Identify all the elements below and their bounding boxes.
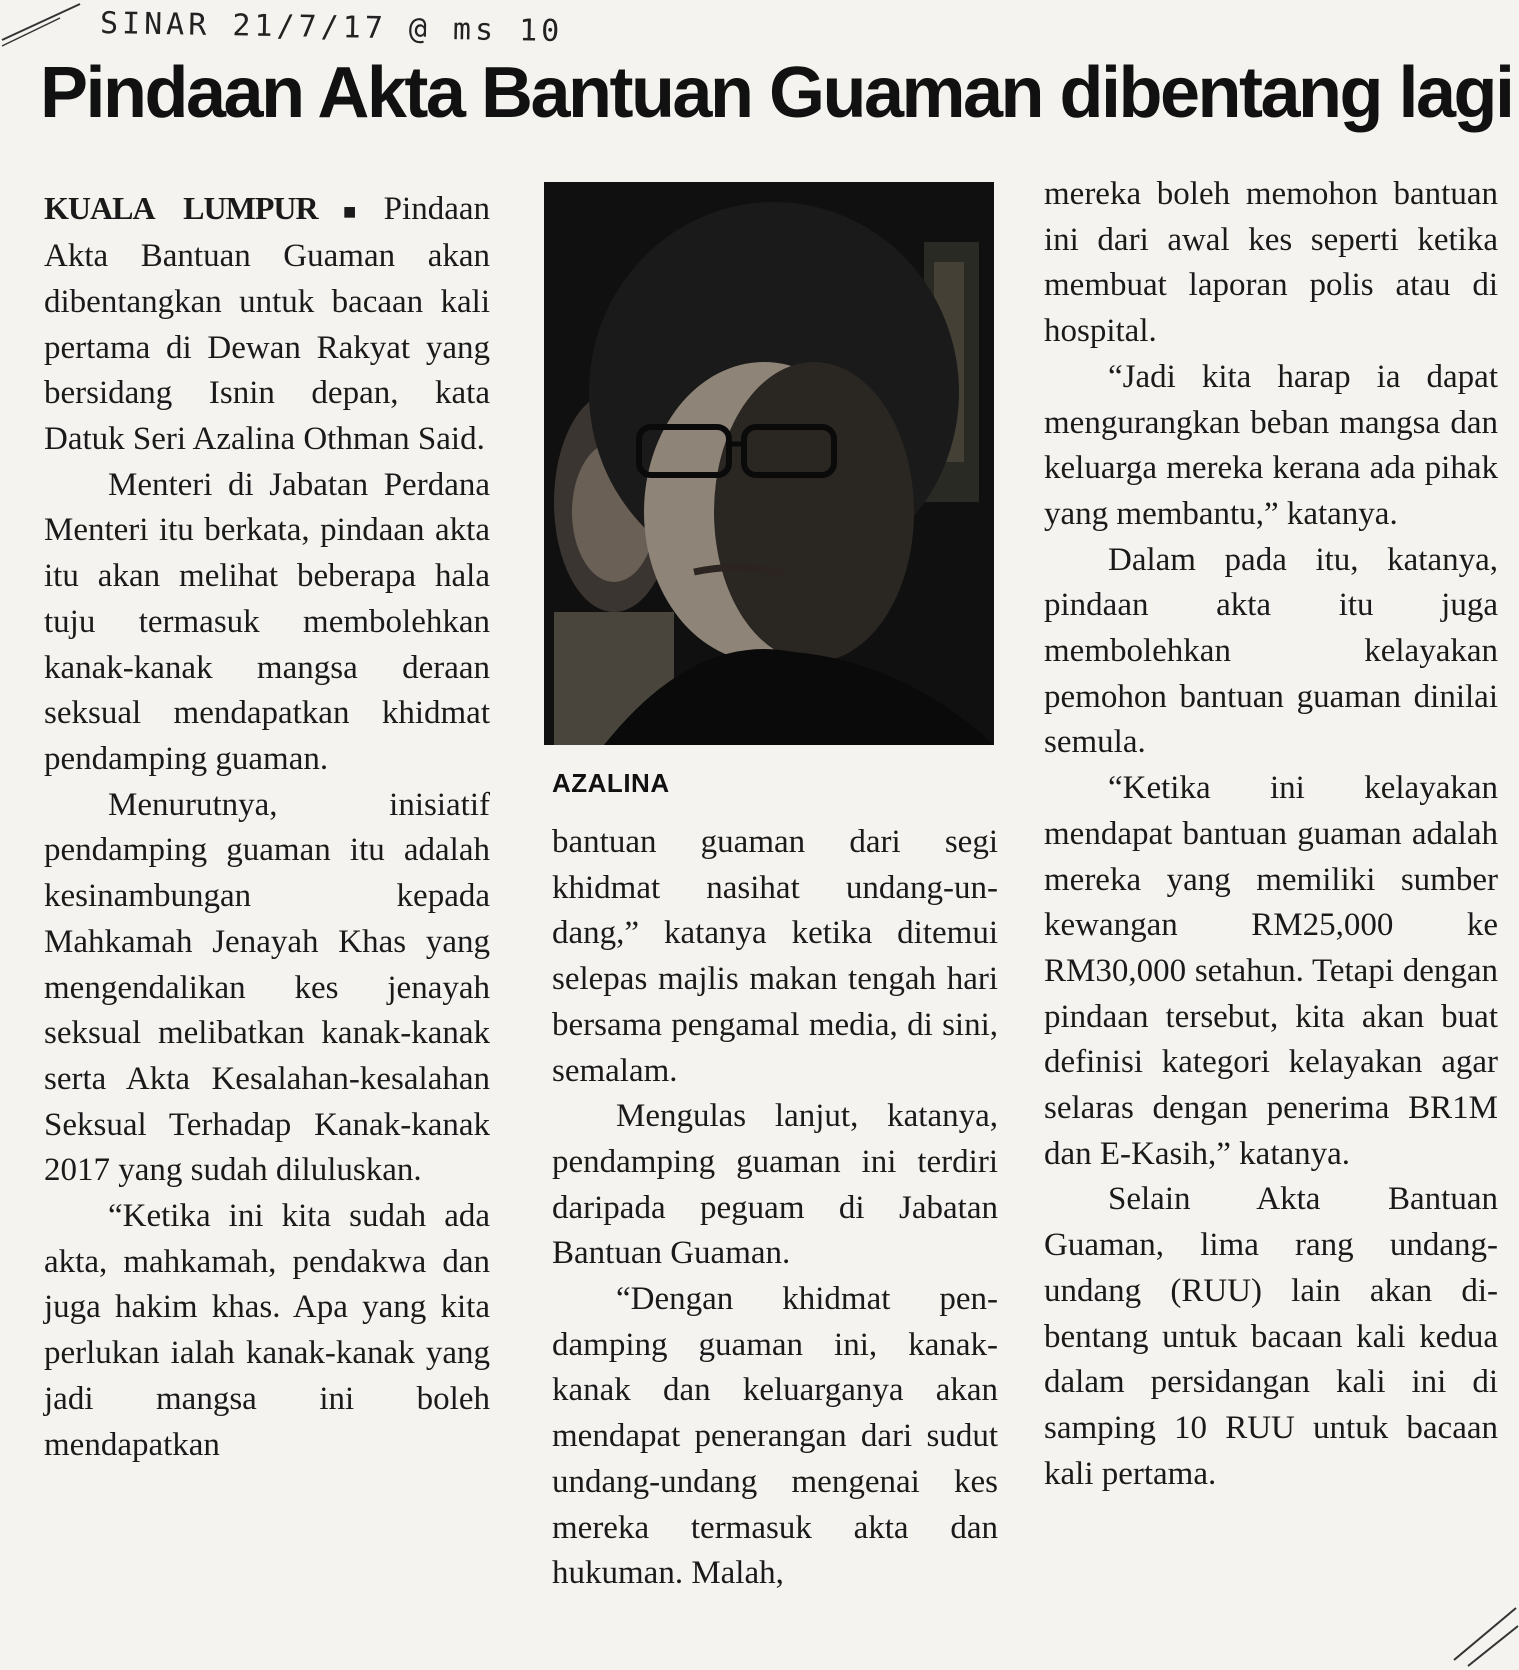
article-paragraph: bantuan guaman dari segi khidmat nasihat undang-undang,” katanya ketika ditemui selepas majlis makan tengah hari bersama pengamal media, di sini, semalam. — [552, 824, 998, 1089]
handwritten-note: SINAR 21/7/17 @ ms 10 — [99, 5, 564, 50]
dateline: KUALA LUMPUR — [44, 190, 318, 226]
article-paragraph: “Jadi kita harap ia dapat mengurangkan beban mangsa dan keluarga mereka kerana ada pihak yang membantu,” katanya. — [1044, 358, 1498, 532]
article-paragraph: “Ketika ini kita sudah ada akta, mahkamah, pendakwa dan juga hakim khas. Apa yang kita perlukan ialah kanak-kanak yang jadi mangsa ini boleh mendapatkan — [44, 1198, 490, 1463]
article-column-1 — [44, 186, 490, 1468]
article-paragraph — [44, 186, 490, 463]
article-paragraph: Menurutnya, inisiatif pendamping guaman itu adalah kesinambungan kepada Mahkamah Jenayah Khas yang mengendalikan kes jenayah seksual melibatkan kanak-kanak serta Akta Kesalahan-kesalahan Seksual Terhadap Kanak-kanak 2017 yang sudah diluluskan. — [44, 786, 490, 1189]
article-paragraph: Selain Akta Bantuan Guaman, lima rang undang-undang (RUU) lain akan dibentang untuk bacaan kali kedua dalam persidangan kali ini di samping 10 RUU untuk bacaan kali pertama. — [1044, 1181, 1498, 1492]
article-paragraph: “Ketika ini kelayakan mendapat bantuan guaman adalah mereka yang memiliki sumber kewangan RM25,000 ke RM30,000 setahun. Tetapi dengan pindaan tersebut, kita akan buat definisi kategori kelayakan agar selaras dengan penerima BR1M dan E-Kasih,” katanya. — [1044, 770, 1498, 1172]
article-paragraph: Mengulas lanjut, katanya, pendamping guaman ini terdiri daripada peguam di Jabatan Bantuan Guaman. — [552, 1098, 998, 1272]
corner-scribble-bottom-right — [1450, 1600, 1519, 1670]
article-column-2 — [552, 820, 998, 1597]
article-paragraph: Dalam pada itu, katanya, pindaan akta itu juga membolehkan kelayakan pemohon bantuan guaman dinilai semula. — [1044, 541, 1498, 761]
article-paragraph: Menteri di Jabatan Perdana Menteri itu berkata, pindaan akta itu akan melihat beberapa hala tuju termasuk membolehkan kanak-kanak mangsa deraan seksual mendapatkan khidmat pendamping guaman. — [44, 466, 490, 777]
dateline-bullet-icon: ■ — [319, 198, 380, 224]
headline: Pindaan Akta Bantuan Guaman dibentang lagi — [40, 53, 1513, 133]
paragraph-text: Pindaan Akta Bantuan Guaman akan dibentangkan untuk bacaan kali pertama di Dewan Rakyat yang bersidang Isnin depan, kata Datuk Seri Azalina Othman Said. — [44, 191, 490, 458]
corner-scribble-top-left — [0, 0, 90, 50]
article-column-3 — [1044, 172, 1498, 1497]
photo-caption: AZALINA — [552, 768, 670, 798]
portrait-photo — [544, 182, 994, 745]
article-paragraph: “Dengan khidmat pendamping guaman ini, kanak-kanak dan keluarganya akan mendapat penerangan dari sudut undang-undang mengenai kes mereka termasuk akta dan hukuman. Malah, — [552, 1281, 998, 1592]
article-paragraph: mereka boleh memohon bantuan ini dari awal kes seperti ketika membuat laporan polis atau di hospital. — [1044, 176, 1498, 350]
portrait-illustration — [544, 182, 994, 745]
